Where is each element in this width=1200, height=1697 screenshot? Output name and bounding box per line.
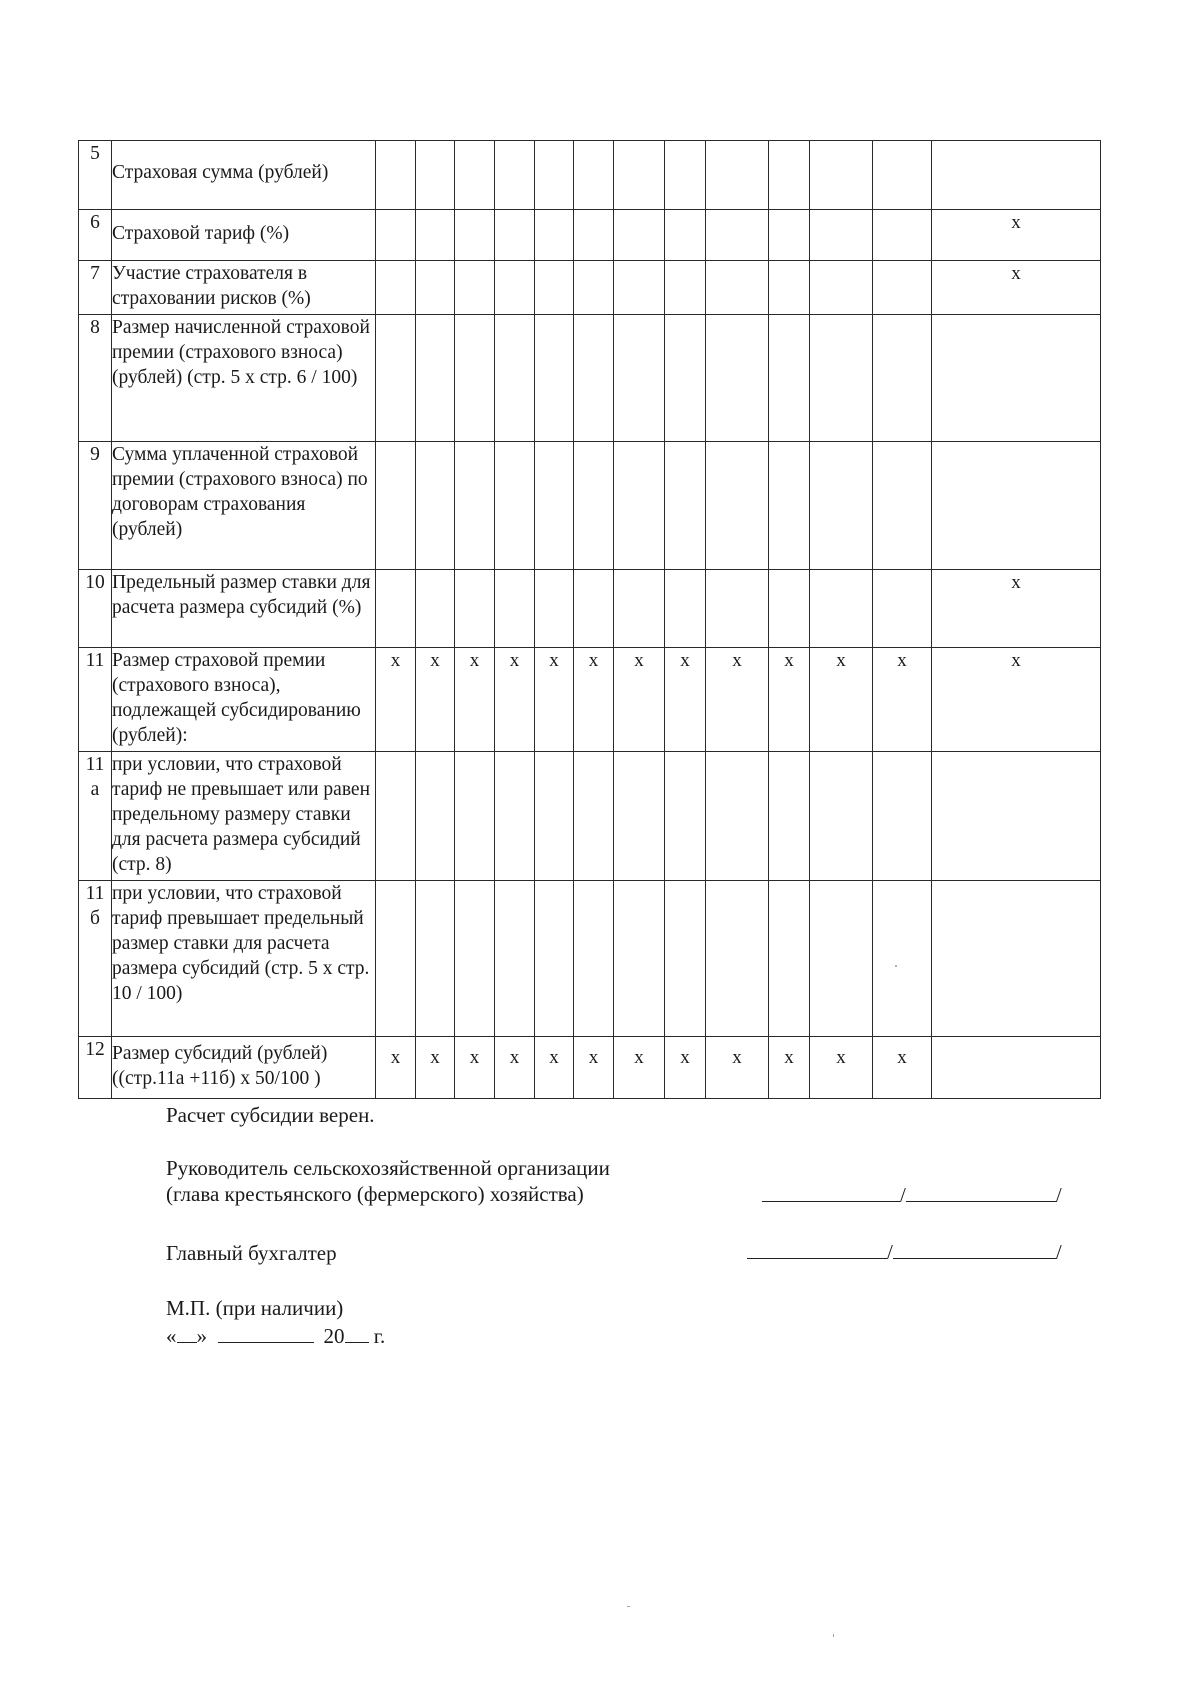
- value-cell[interactable]: x: [706, 1037, 769, 1099]
- value-cell[interactable]: [810, 881, 873, 1037]
- accountant-title: Главный бухгалтер: [166, 1241, 337, 1265]
- date-quote-close: »: [196, 1324, 207, 1348]
- value-cell[interactable]: [810, 141, 873, 210]
- value-cell[interactable]: [416, 442, 455, 570]
- value-cell[interactable]: x: [769, 1037, 810, 1099]
- value-cell[interactable]: x: [873, 648, 932, 752]
- value-cell[interactable]: [873, 881, 932, 1037]
- value-cell[interactable]: [495, 261, 535, 315]
- value-cell[interactable]: [376, 570, 416, 648]
- value-cell[interactable]: [769, 315, 810, 442]
- row-label: при условии, что страховой тариф превышает предельный размер ставки для расчета размера субсидий (стр. 5 х стр. 10 / 100): [112, 881, 376, 1037]
- value-cell[interactable]: [614, 315, 665, 442]
- row-number: 5: [79, 141, 112, 210]
- value-cell[interactable]: [495, 141, 535, 210]
- value-cell[interactable]: [495, 881, 535, 1037]
- value-cell[interactable]: [665, 141, 706, 210]
- value-cell[interactable]: x: [614, 648, 665, 752]
- value-cell[interactable]: [769, 570, 810, 648]
- value-cell[interactable]: x: [665, 1037, 706, 1099]
- date-quote-open: «: [166, 1324, 177, 1348]
- value-cell[interactable]: [574, 752, 614, 881]
- value-cell[interactable]: [495, 210, 535, 261]
- scan-speck: [833, 1634, 834, 1637]
- value-cell[interactable]: [769, 442, 810, 570]
- value-cell[interactable]: [932, 315, 1101, 442]
- value-cell[interactable]: [769, 881, 810, 1037]
- row-label: Участие страхователя в страховании рисков (%): [112, 261, 376, 315]
- value-cell[interactable]: [873, 752, 932, 881]
- value-cell[interactable]: [873, 141, 932, 210]
- value-cell[interactable]: [769, 261, 810, 315]
- value-cell[interactable]: [665, 210, 706, 261]
- table-row: [79, 570, 1101, 648]
- row-number: 6: [79, 210, 112, 261]
- head-signature-field[interactable]: [762, 1181, 1062, 1208]
- value-cell[interactable]: [614, 570, 665, 648]
- value-cell[interactable]: [706, 261, 769, 315]
- value-cell[interactable]: [535, 315, 574, 442]
- value-cell[interactable]: [495, 442, 535, 570]
- value-cell[interactable]: [873, 570, 932, 648]
- value-cell[interactable]: [574, 141, 614, 210]
- date-field[interactable]: [166, 1322, 385, 1349]
- value-cell[interactable]: [455, 261, 495, 315]
- value-cell[interactable]: x: [932, 261, 1101, 315]
- date-year-prefix: 20: [323, 1324, 345, 1348]
- row-label: Размер страховой премии (страхового взноса), подлежащей субсидированию (рублей):: [112, 648, 376, 752]
- value-cell[interactable]: [810, 315, 873, 442]
- value-cell[interactable]: [574, 442, 614, 570]
- value-cell[interactable]: [455, 752, 495, 881]
- accountant-name-line: [893, 1238, 1056, 1259]
- table-row: [79, 315, 1101, 442]
- value-cell[interactable]: [495, 570, 535, 648]
- value-cell[interactable]: x: [665, 648, 706, 752]
- value-cell[interactable]: [535, 881, 574, 1037]
- value-cell[interactable]: [614, 881, 665, 1037]
- value-cell[interactable]: [574, 315, 614, 442]
- value-cell[interactable]: x: [495, 1037, 535, 1099]
- value-cell[interactable]: [535, 210, 574, 261]
- signature-separator: /: [1055, 1183, 1062, 1207]
- date-year-line: [345, 1322, 369, 1343]
- head-title-line2: (глава крестьянского (фермерского) хозяйства): [166, 1182, 584, 1206]
- value-cell[interactable]: [416, 315, 455, 442]
- value-cell[interactable]: [873, 315, 932, 442]
- signature-separator: /: [900, 1183, 906, 1207]
- date-day-line: [177, 1322, 197, 1343]
- value-cell[interactable]: [535, 141, 574, 210]
- value-cell[interactable]: [495, 315, 535, 442]
- row-number: 11: [79, 648, 112, 752]
- value-cell[interactable]: [932, 881, 1101, 1037]
- value-cell[interactable]: x: [574, 648, 614, 752]
- value-cell[interactable]: [665, 752, 706, 881]
- value-cell[interactable]: [810, 752, 873, 881]
- value-cell[interactable]: [416, 261, 455, 315]
- table-row: [79, 261, 1101, 315]
- value-cell[interactable]: [535, 442, 574, 570]
- value-cell[interactable]: [376, 881, 416, 1037]
- value-cell[interactable]: [376, 315, 416, 442]
- value-cell[interactable]: [416, 570, 455, 648]
- value-cell[interactable]: x: [932, 210, 1101, 261]
- value-cell[interactable]: [769, 752, 810, 881]
- value-cell[interactable]: [706, 315, 769, 442]
- table-row: [79, 648, 1101, 752]
- value-cell[interactable]: [614, 442, 665, 570]
- value-cell[interactable]: [665, 881, 706, 1037]
- value-cell[interactable]: x: [376, 648, 416, 752]
- value-cell[interactable]: [810, 210, 873, 261]
- value-cell[interactable]: x: [535, 1037, 574, 1099]
- row-number: 11 б: [79, 881, 112, 1037]
- table-row: [79, 442, 1101, 570]
- value-cell[interactable]: [495, 752, 535, 881]
- value-cell[interactable]: [455, 141, 495, 210]
- value-cell[interactable]: [769, 141, 810, 210]
- value-cell[interactable]: [376, 261, 416, 315]
- value-cell[interactable]: [665, 570, 706, 648]
- value-cell[interactable]: x: [376, 1037, 416, 1099]
- row-number: 9: [79, 442, 112, 570]
- value-cell[interactable]: [932, 752, 1101, 881]
- value-cell[interactable]: [614, 210, 665, 261]
- scan-speck: [895, 965, 897, 967]
- scan-speck: [627, 1606, 630, 1607]
- verification-statement: Расчет субсидии верен.: [166, 1103, 375, 1127]
- row-number: 11 а: [79, 752, 112, 881]
- date-month-line: [218, 1322, 314, 1343]
- accountant-signature-line: [747, 1238, 887, 1259]
- date-year-suffix: г.: [373, 1324, 386, 1348]
- value-cell[interactable]: x: [769, 648, 810, 752]
- table-row: [79, 1037, 1101, 1099]
- row-label: Предельный размер ставки для расчета размера субсидий (%): [112, 570, 376, 648]
- value-cell[interactable]: [416, 210, 455, 261]
- table-row: [79, 141, 1101, 210]
- value-cell[interactable]: [614, 752, 665, 881]
- value-cell[interactable]: [873, 261, 932, 315]
- value-cell[interactable]: [873, 210, 932, 261]
- value-cell[interactable]: [706, 141, 769, 210]
- value-cell[interactable]: x: [416, 1037, 455, 1099]
- row-label: Размер начисленной страховой премии (страхового взноса) (рублей) (стр. 5 х стр. 6 / 100): [112, 315, 376, 442]
- value-cell[interactable]: [706, 570, 769, 648]
- row-label: при условии, что страховой тариф не превышает или равен предельному размеру ставки для расчета размера субсидий (стр. 8): [112, 752, 376, 881]
- row-number: 12: [79, 1037, 112, 1099]
- row-number: 8: [79, 315, 112, 442]
- subsidy-calculation-table: [78, 140, 1101, 1099]
- signature-separator: /: [1055, 1240, 1062, 1264]
- value-cell[interactable]: x: [416, 648, 455, 752]
- value-cell[interactable]: [706, 752, 769, 881]
- table-row: [79, 881, 1101, 1037]
- value-cell[interactable]: [535, 261, 574, 315]
- value-cell[interactable]: [376, 752, 416, 881]
- value-cell[interactable]: [376, 442, 416, 570]
- row-label: Размер субсидий (рублей) ((стр.11а +11б) х 50/100 ): [112, 1037, 376, 1099]
- value-cell[interactable]: [416, 881, 455, 1037]
- value-cell[interactable]: [416, 752, 455, 881]
- value-cell[interactable]: [706, 881, 769, 1037]
- value-cell[interactable]: [932, 442, 1101, 570]
- value-cell[interactable]: [665, 442, 706, 570]
- value-cell[interactable]: x: [535, 648, 574, 752]
- value-cell[interactable]: [455, 881, 495, 1037]
- value-cell[interactable]: [810, 570, 873, 648]
- head-name-line: [906, 1181, 1056, 1202]
- stamp-note: М.П. (при наличии): [166, 1296, 344, 1320]
- table-row: [79, 752, 1101, 881]
- row-number: 10: [79, 570, 112, 648]
- value-cell[interactable]: [810, 261, 873, 315]
- value-cell[interactable]: [932, 1037, 1101, 1099]
- value-cell[interactable]: [455, 315, 495, 442]
- head-signature-line: [762, 1181, 900, 1202]
- value-cell[interactable]: [376, 210, 416, 261]
- row-label: Сумма уплаченной страховой премии (страхового взноса) по договорам страхования (рублей): [112, 442, 376, 570]
- value-cell[interactable]: [455, 570, 495, 648]
- value-cell[interactable]: x: [495, 648, 535, 752]
- value-cell[interactable]: [873, 442, 932, 570]
- value-cell[interactable]: [574, 261, 614, 315]
- value-cell[interactable]: x: [932, 648, 1101, 752]
- value-cell[interactable]: [614, 141, 665, 210]
- value-cell[interactable]: [574, 881, 614, 1037]
- value-cell[interactable]: x: [455, 1037, 495, 1099]
- accountant-signature-field[interactable]: [747, 1238, 1062, 1265]
- value-cell[interactable]: [706, 210, 769, 261]
- value-cell[interactable]: x: [455, 648, 495, 752]
- value-cell[interactable]: [665, 315, 706, 442]
- row-label: Страховой тариф (%): [112, 210, 376, 261]
- value-cell[interactable]: [769, 210, 810, 261]
- value-cell[interactable]: x: [873, 1037, 932, 1099]
- value-cell[interactable]: [455, 210, 495, 261]
- table-row: [79, 210, 1101, 261]
- value-cell[interactable]: x: [614, 1037, 665, 1099]
- value-cell[interactable]: [455, 442, 495, 570]
- signature-separator: /: [887, 1240, 893, 1264]
- value-cell[interactable]: [574, 570, 614, 648]
- row-label: Страховая сумма (рублей): [112, 141, 376, 210]
- value-cell[interactable]: [665, 261, 706, 315]
- row-number: 7: [79, 261, 112, 315]
- value-cell[interactable]: [535, 752, 574, 881]
- value-cell[interactable]: x: [706, 648, 769, 752]
- value-cell[interactable]: x: [932, 570, 1101, 648]
- value-cell[interactable]: [810, 442, 873, 570]
- value-cell[interactable]: [614, 261, 665, 315]
- value-cell[interactable]: x: [810, 1037, 873, 1099]
- value-cell[interactable]: x: [810, 648, 873, 752]
- value-cell[interactable]: [535, 570, 574, 648]
- head-title-line1: Руководитель сельскохозяйственной организации: [166, 1156, 610, 1180]
- value-cell[interactable]: [574, 210, 614, 261]
- value-cell[interactable]: [706, 442, 769, 570]
- value-cell[interactable]: [932, 141, 1101, 210]
- value-cell[interactable]: [376, 141, 416, 210]
- value-cell[interactable]: x: [574, 1037, 614, 1099]
- value-cell[interactable]: [416, 141, 455, 210]
